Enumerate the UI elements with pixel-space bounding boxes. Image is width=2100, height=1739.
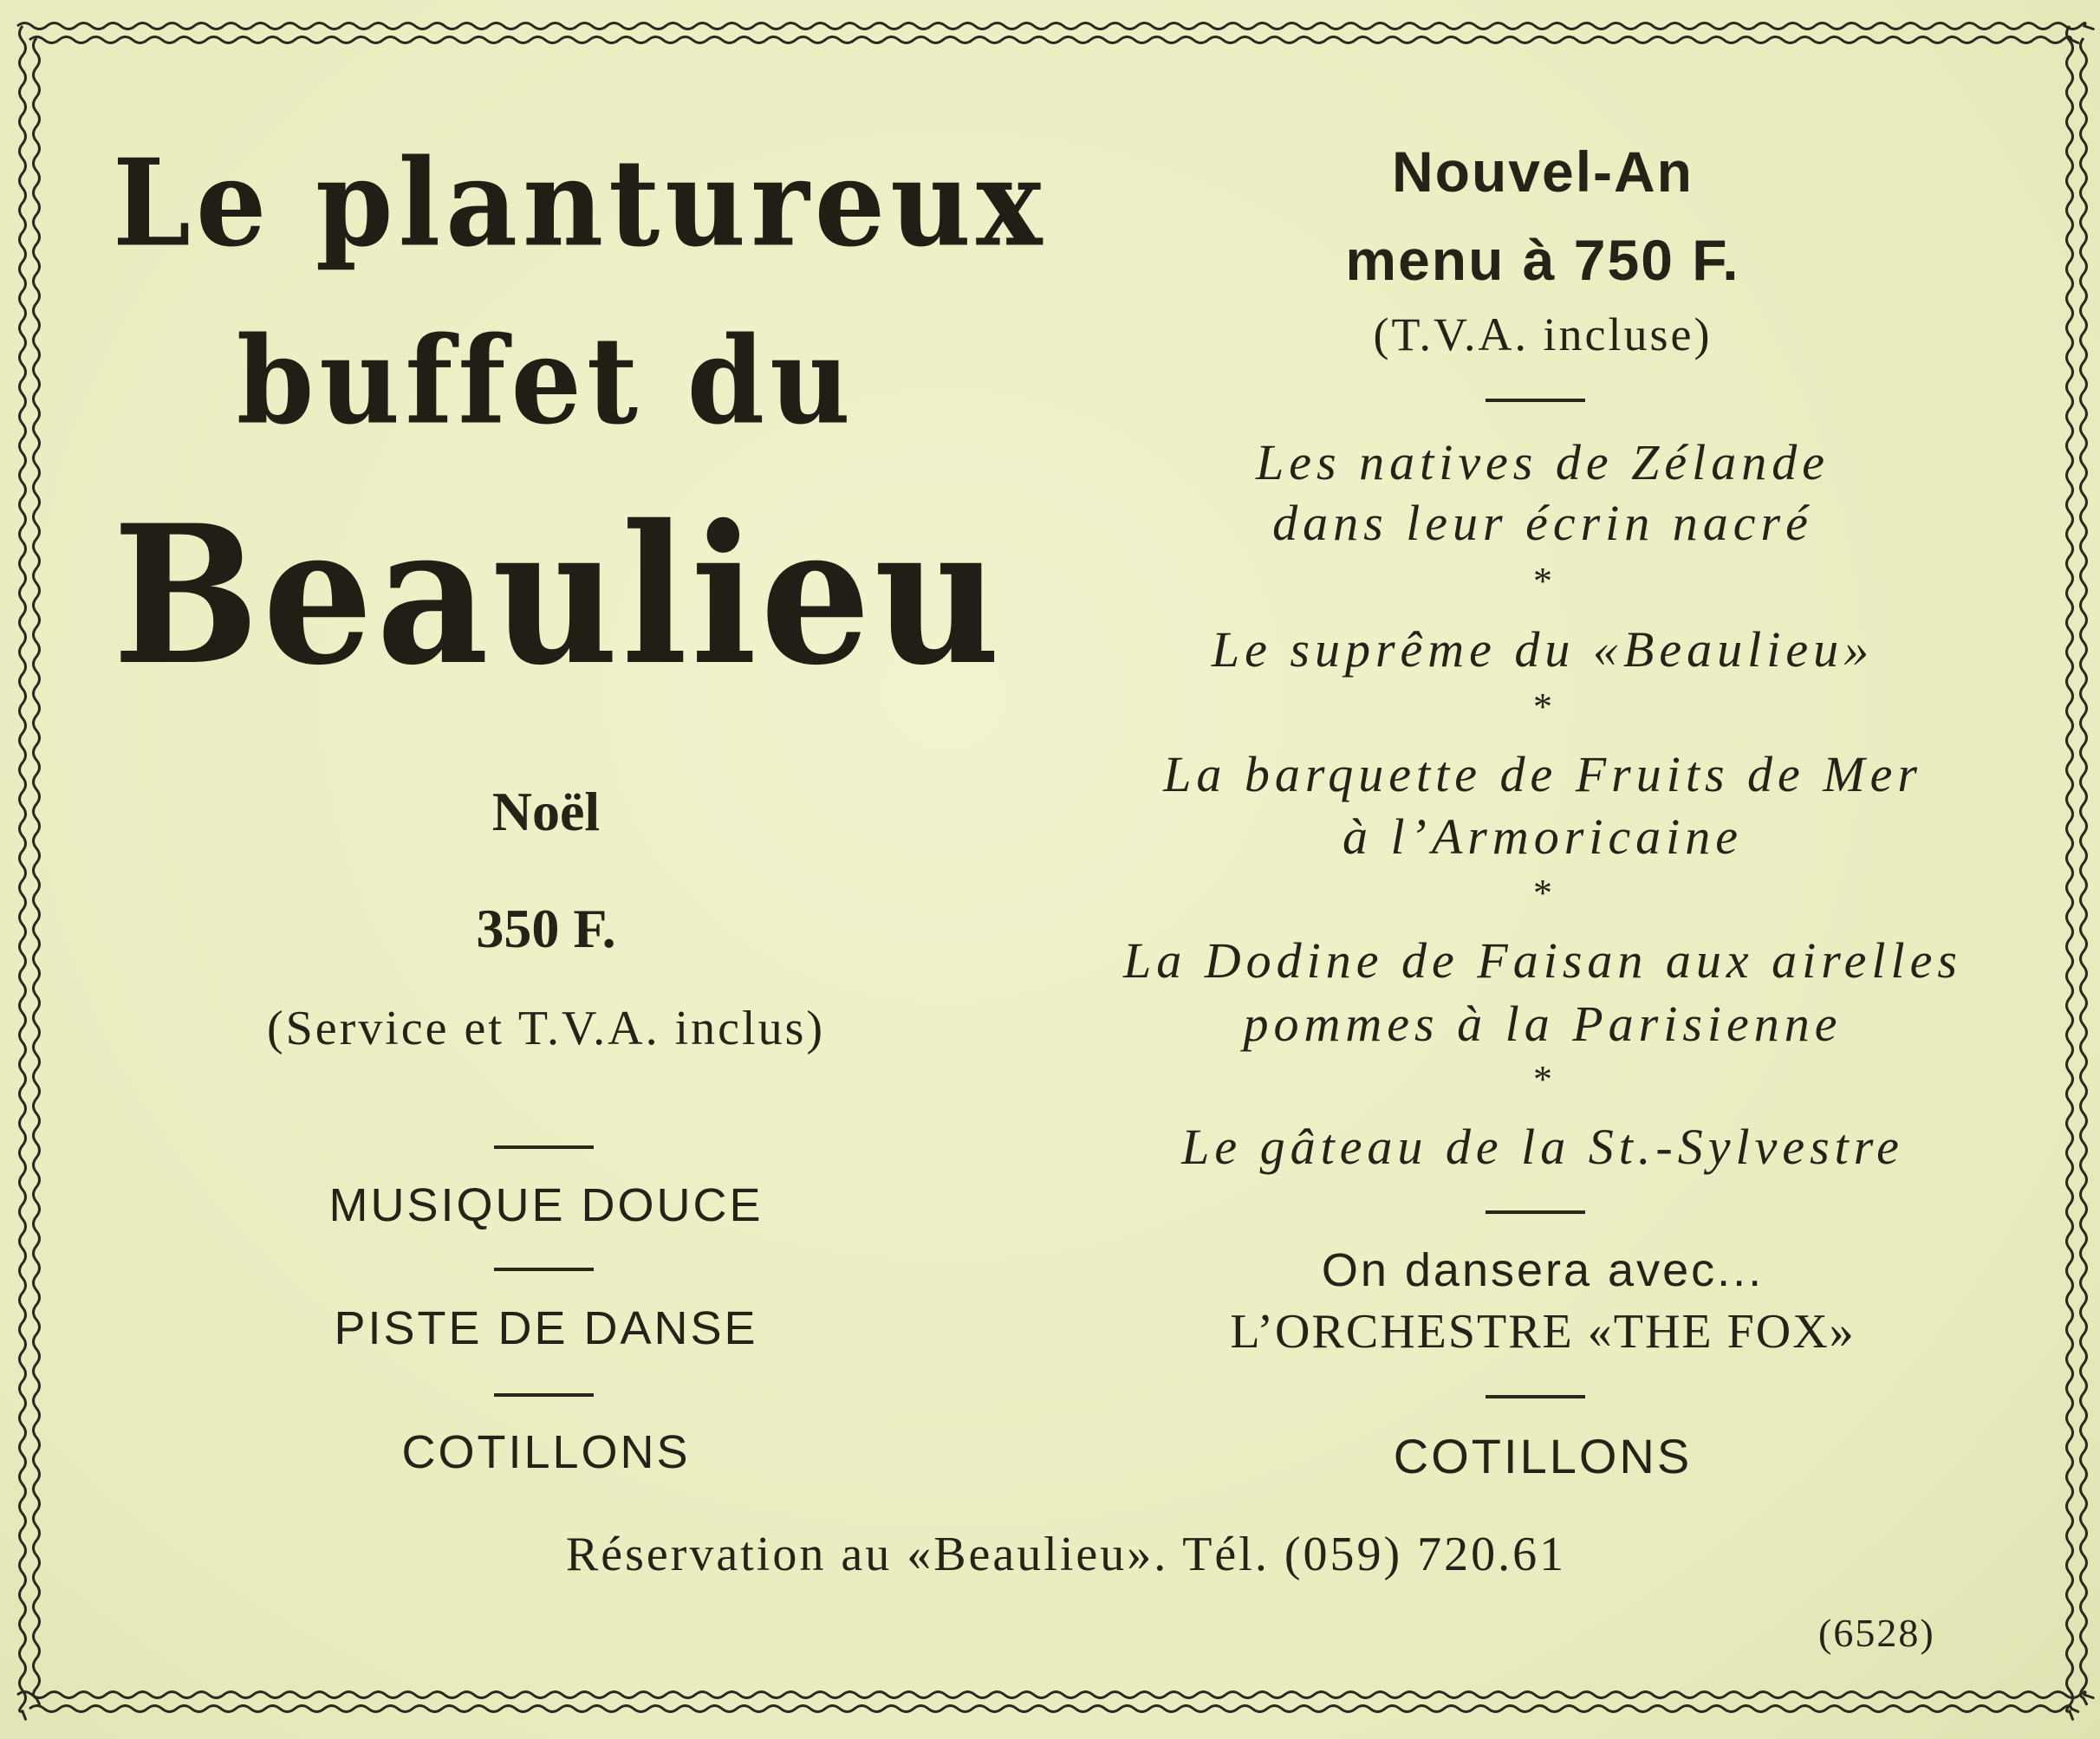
divider <box>1486 1395 1585 1398</box>
noel-label: Noël <box>491 781 601 842</box>
noel-note: (Service et T.V.A. inclus) <box>266 1002 826 1055</box>
divider <box>1486 1210 1585 1214</box>
feature-piste-de-danse: PISTE DE DANSE <box>334 1302 758 1354</box>
title-line-1: Le plantureux <box>113 133 1048 274</box>
nouvel-an-price: menu à 750 F. <box>1345 228 1740 292</box>
divider <box>494 1145 594 1149</box>
feature-musique-douce: MUSIQUE DOUCE <box>328 1179 764 1231</box>
menu-item-1-line-2: dans leur écrin nacré <box>1272 495 1813 551</box>
menu-item-2: Le suprême du «Beaulieu» <box>1211 621 1875 678</box>
title-line-3-beaulieu: Beaulieu <box>113 483 1004 708</box>
title-line-2: buffet du <box>236 311 856 451</box>
menu-separator-star: * <box>1533 685 1552 728</box>
divider <box>494 1393 594 1397</box>
nouvel-an-cotillons: COTILLONS <box>1393 1429 1693 1483</box>
menu-item-3-line-2: à l’Armoricaine <box>1342 808 1744 865</box>
menu-item-4-line-1: La Dodine de Faisan aux airelles <box>1123 932 1962 989</box>
menu-separator-star: * <box>1533 560 1552 602</box>
noel-price: 350 F. <box>476 898 616 959</box>
reservation-line: Réservation au «Beaulieu». Tél. (059) 720.61 <box>565 1528 1567 1581</box>
menu-separator-star: * <box>1533 872 1552 914</box>
orchestra-name: L’ORCHESTRE «THE FOX» <box>1230 1305 1856 1359</box>
menu-separator-star: * <box>1533 1058 1552 1100</box>
dance-intro: On dansera avec... <box>1321 1244 1765 1296</box>
menu-item-3-line-1: La barquette de Fruits de Mer <box>1163 746 1922 802</box>
feature-cotillons: COTILLONS <box>401 1426 691 1478</box>
menu-item-4-line-2: pommes à la Parisienne <box>1243 996 1843 1052</box>
divider <box>494 1268 594 1271</box>
divider <box>1486 399 1585 402</box>
nouvel-an-note: (T.V.A. incluse) <box>1373 308 1713 360</box>
menu-item-1-line-1: Les natives de Zélande <box>1256 434 1830 490</box>
nouvel-an-label: Nouvel-An <box>1392 140 1694 204</box>
menu-item-5: Le gâteau de la St.-Sylvestre <box>1181 1119 1904 1175</box>
reference-number: (6528) <box>1818 1611 1935 1655</box>
